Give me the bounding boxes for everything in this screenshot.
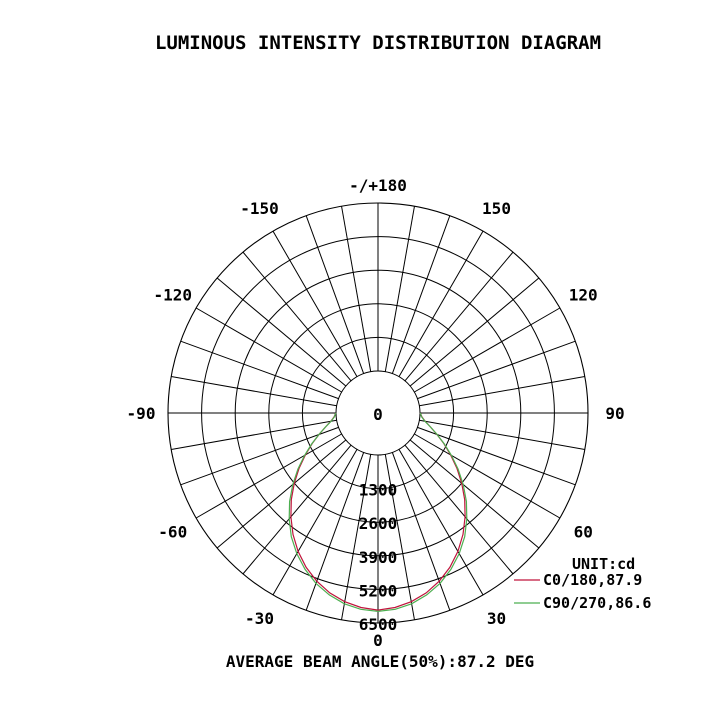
- angle-label: -30: [245, 609, 274, 629]
- grid-spoke: [217, 278, 346, 386]
- footer-beam-angle: AVERAGE BEAM ANGLE(50%):87.2 DEG: [225, 652, 535, 671]
- radial-tick-label: 6500: [358, 615, 398, 634]
- grid-spoke: [410, 440, 539, 548]
- grid-spoke: [181, 427, 339, 484]
- grid-spoke: [405, 252, 513, 381]
- angle-label: -60: [158, 522, 188, 542]
- radial-tick-label: 0: [373, 405, 383, 424]
- grid-spoke: [243, 252, 351, 381]
- angle-label: 0: [373, 631, 383, 650]
- legend: [514, 571, 651, 612]
- angle-label: 90: [605, 404, 625, 423]
- legend-label: C0/180,87.9: [543, 571, 643, 589]
- angle-label: -/+180: [349, 176, 407, 195]
- angle-label: -120: [153, 285, 193, 305]
- grid-spoke: [419, 377, 584, 406]
- grid-spoke: [342, 206, 371, 371]
- grid-spoke: [171, 377, 336, 406]
- radial-tick-label: 5200: [358, 581, 398, 601]
- grid-spoke: [306, 452, 363, 610]
- radial-tick-labels: [359, 405, 398, 634]
- radial-tick-label: 3900: [358, 547, 398, 567]
- grid-spoke: [392, 452, 449, 610]
- angle-label: 120: [568, 285, 598, 305]
- unit-label: UNIT:cd: [572, 555, 636, 573]
- angle-label: 30: [486, 609, 507, 629]
- radial-tick-label: 2600: [358, 514, 398, 534]
- grid-spoke: [417, 341, 575, 398]
- chart-title: LUMINOUS INTENSITY DISTRIBUTION DIAGRAM: [154, 32, 602, 54]
- grid-spoke: [417, 427, 575, 484]
- grid-spoke: [181, 341, 339, 398]
- angle-label: -150: [240, 198, 279, 218]
- angle-label: 60: [573, 522, 593, 542]
- grid-spoke: [306, 216, 363, 374]
- grid-spoke: [392, 216, 449, 374]
- legend-label: C90/270,86.6: [543, 594, 652, 612]
- angle-label: 150: [482, 198, 511, 218]
- grid-spoke: [385, 206, 414, 371]
- angle-label: -90: [126, 404, 156, 423]
- grid-spoke: [410, 278, 539, 386]
- radial-tick-label: 1300: [358, 480, 398, 500]
- grid-spoke: [217, 440, 346, 548]
